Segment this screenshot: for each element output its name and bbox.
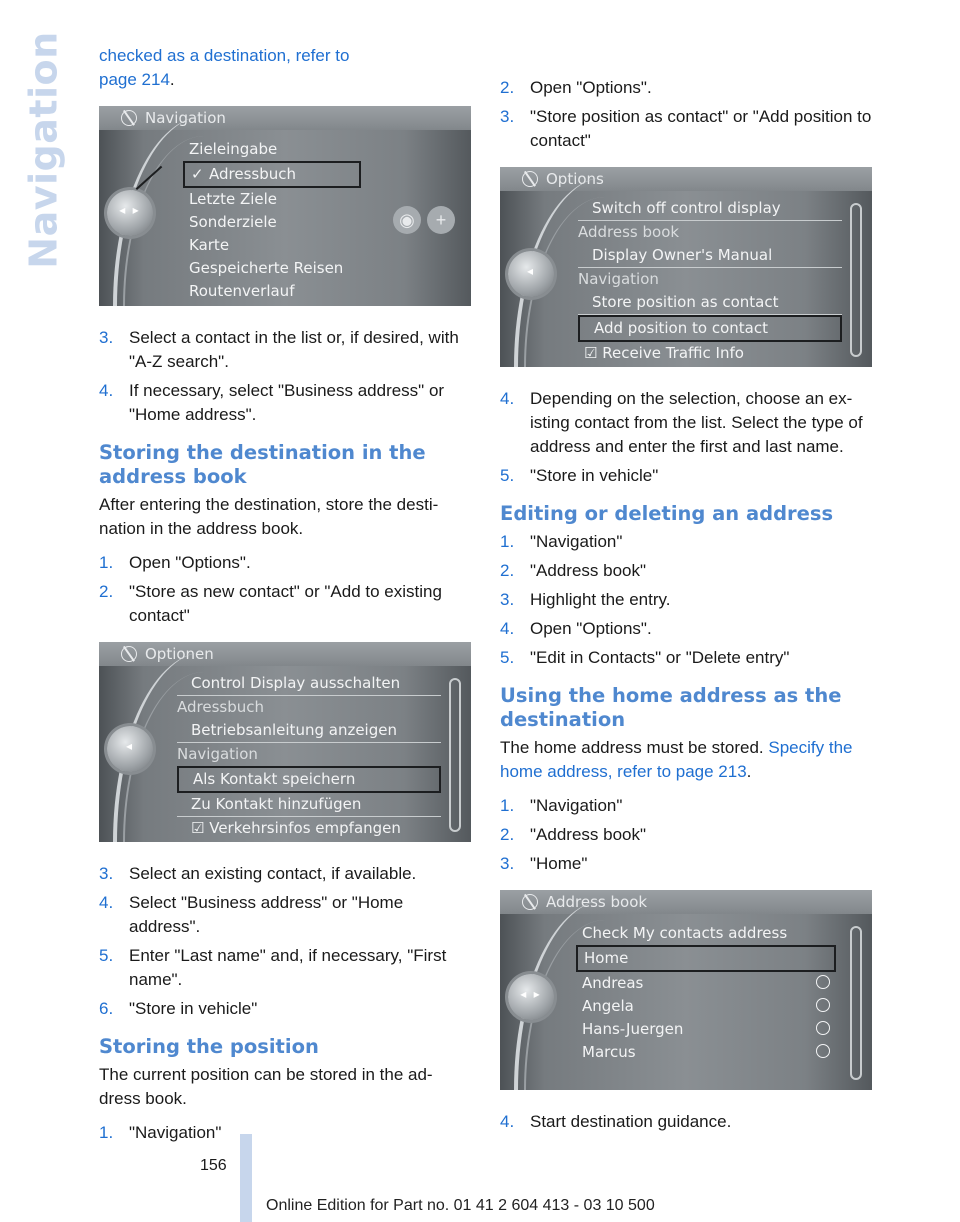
side-section-title-text: Navigation	[22, 31, 66, 269]
side-section-title	[22, 31, 66, 269]
step-item: 4. Open "Options".	[500, 619, 652, 638]
contact-item: Hans-Juergen	[576, 1018, 836, 1041]
steps-list	[99, 551, 471, 628]
step-item: 1. "Navigation"	[99, 1123, 222, 1142]
paragraph-storing-destination: After entering the destination, store the desti-nation in the address book.	[99, 495, 439, 538]
menu-item: Letzte Ziele	[189, 190, 278, 208]
screen-header-title: Navigation	[145, 109, 226, 127]
step-item: 3. "Home"	[500, 854, 588, 873]
navigate-to-icon	[816, 975, 830, 989]
step-item: 6. "Store in vehicle"	[99, 999, 258, 1018]
step-item: 3. Select an existing contact, if available.	[99, 864, 417, 883]
controller-knob-icon: ◂ ▸	[508, 974, 554, 1020]
paragraph-storing-position: The current position can be stored in the ad-dress book.	[99, 1065, 433, 1108]
screen-header-title: Optionen	[145, 645, 214, 663]
paragraph-home-address	[500, 736, 872, 784]
navigate-to-icon	[816, 998, 830, 1012]
steps-list	[99, 1121, 471, 1145]
menu-group-label: Navigation	[177, 745, 258, 763]
steps-list	[500, 1110, 872, 1134]
step-item: 1. "Navigation"	[500, 796, 623, 815]
contact-item: Angela	[576, 995, 836, 1018]
step-item: 4. Depending on the selection, choose an ex-isting contact from the list. Select the type of address and enter the first and last name.	[500, 389, 863, 456]
menu-item-highlighted: Home	[576, 945, 836, 972]
footer-edition-note: Online Edition for Part no. 01 41 2 604 413 - 03 10 500	[266, 1197, 655, 1214]
check-icon: ✓	[191, 165, 204, 183]
screen-options-english	[500, 167, 872, 367]
menu-item: Check My contacts address	[582, 924, 788, 942]
screen-header	[500, 167, 872, 191]
step-item: 5. "Edit in Contacts" or "Delete entry"	[500, 648, 790, 667]
menu-group-label: Navigation	[578, 270, 659, 288]
menu-list	[578, 197, 842, 365]
step-item: 2. "Store as new contact" or "Add to existing contact"	[99, 582, 442, 625]
menu-item: Zu Kontakt hinzufügen	[177, 793, 441, 817]
screen-header	[500, 890, 872, 914]
menu-item: Karte	[189, 236, 230, 254]
menu-item-highlighted	[183, 161, 361, 188]
right-column	[500, 76, 872, 1142]
menu-item-highlighted: Als Kontakt speichern	[177, 766, 441, 793]
no-display-icon	[522, 171, 538, 187]
step-item: 5. Enter "Last name" and, if necessary, "First name".	[99, 946, 447, 989]
steps-list	[500, 387, 872, 488]
menu-list	[177, 672, 441, 840]
steps-list	[99, 862, 471, 1021]
step-item: 4. Select "Business address" or "Home address".	[99, 893, 404, 936]
steps-list	[500, 76, 872, 153]
steps-list	[99, 326, 471, 427]
screen-header-title: Options	[546, 170, 604, 188]
step-item: 4. If necessary, select "Business address" or "Home address".	[99, 381, 445, 424]
screen-options-german	[99, 642, 471, 842]
step-item: 2. "Address book"	[500, 561, 647, 580]
step-item: 1. "Navigation"	[500, 532, 623, 551]
checkbox-icon: ☑	[584, 344, 603, 362]
menu-item: Store position as contact	[578, 291, 842, 315]
menu-item: ☑ Verkehrsinfos empfangen	[191, 819, 401, 837]
zoom-in-icon: +	[427, 206, 455, 234]
page-number: 156	[200, 1157, 227, 1174]
step-item: 2. Open "Options".	[500, 78, 652, 97]
left-column	[99, 44, 471, 1153]
menu-item-highlighted: Add position to contact	[578, 315, 842, 342]
menu-item: Routenverlauf	[189, 282, 295, 300]
navigate-to-icon	[816, 1044, 830, 1058]
contact-item: Andreas	[576, 972, 836, 995]
menu-item: Betriebsanleitung anzeigen	[177, 719, 441, 743]
step-item: 3. Select a contact in the list or, if desired, with "A-Z search".	[99, 328, 459, 371]
menu-item: Control Display ausschalten	[177, 672, 441, 696]
step-item: 1. Open "Options".	[99, 553, 251, 572]
heading-home-address: Using the home address as the destination	[500, 684, 842, 731]
intro-text: checked as a destination, refer to	[99, 46, 350, 65]
screen-navigation-menu	[99, 106, 471, 306]
screen-header-title: Address book	[546, 893, 648, 911]
step-item: 2. "Address book"	[500, 825, 647, 844]
page-213-link[interactable]: Specify the home address, refer to page 213	[500, 738, 853, 781]
intro-end: .	[169, 70, 175, 89]
step-item: 4. Start destination guidance.	[500, 1112, 732, 1131]
menu-item: Display Owner's Manual	[578, 244, 842, 268]
step-item: 3. Highlight the entry.	[500, 590, 671, 609]
no-display-icon	[121, 110, 137, 126]
map-view-icon: ◉	[393, 206, 421, 234]
screen-address-book	[500, 890, 872, 1090]
steps-list	[500, 794, 872, 876]
controller-knob-icon: ◂ ▸	[107, 190, 153, 236]
navigate-to-icon	[816, 1021, 830, 1035]
heading-editing-address: Editing or deleting an address	[500, 502, 834, 525]
menu-item: Switch off control display	[578, 197, 842, 221]
page-214-link[interactable]: page 214	[99, 70, 170, 89]
controller-knob-icon: ◂	[508, 251, 554, 297]
controller-knob-icon: ◂	[107, 726, 153, 772]
steps-list	[500, 530, 872, 670]
menu-item: Gespeicherte Reisen	[189, 259, 344, 277]
home-address-text: The home address must be stored.	[500, 738, 764, 757]
home-address-end: .	[746, 762, 752, 781]
step-item: 3. "Store position as contact" or "Add position to contact"	[500, 107, 872, 150]
menu-item: ☑ Receive Traffic Info	[584, 344, 744, 362]
scrollbar-icon	[850, 203, 862, 357]
screen-header	[99, 106, 471, 130]
contact-item: Marcus	[576, 1041, 836, 1064]
menu-item-label: Adressbuch	[209, 165, 296, 183]
checkbox-icon: ☑	[191, 819, 210, 837]
no-display-icon	[522, 894, 538, 910]
screen-header	[99, 642, 471, 666]
menu-item: Zieleingabe	[189, 140, 278, 158]
menu-list	[576, 922, 836, 1064]
menu-group-label: Address book	[578, 223, 680, 241]
step-item: 5. "Store in vehicle"	[500, 466, 659, 485]
menu-group-label: Adressbuch	[177, 698, 264, 716]
menu-item: Sonderziele	[189, 213, 277, 231]
no-display-icon	[121, 646, 137, 662]
heading-storing-position: Storing the position	[99, 1035, 319, 1058]
footer-bar	[240, 1134, 252, 1222]
scrollbar-icon	[449, 678, 461, 832]
heading-storing-destination: Storing the destination in the address book	[99, 441, 426, 488]
scrollbar-icon	[850, 926, 862, 1080]
intro-paragraph	[99, 44, 471, 92]
